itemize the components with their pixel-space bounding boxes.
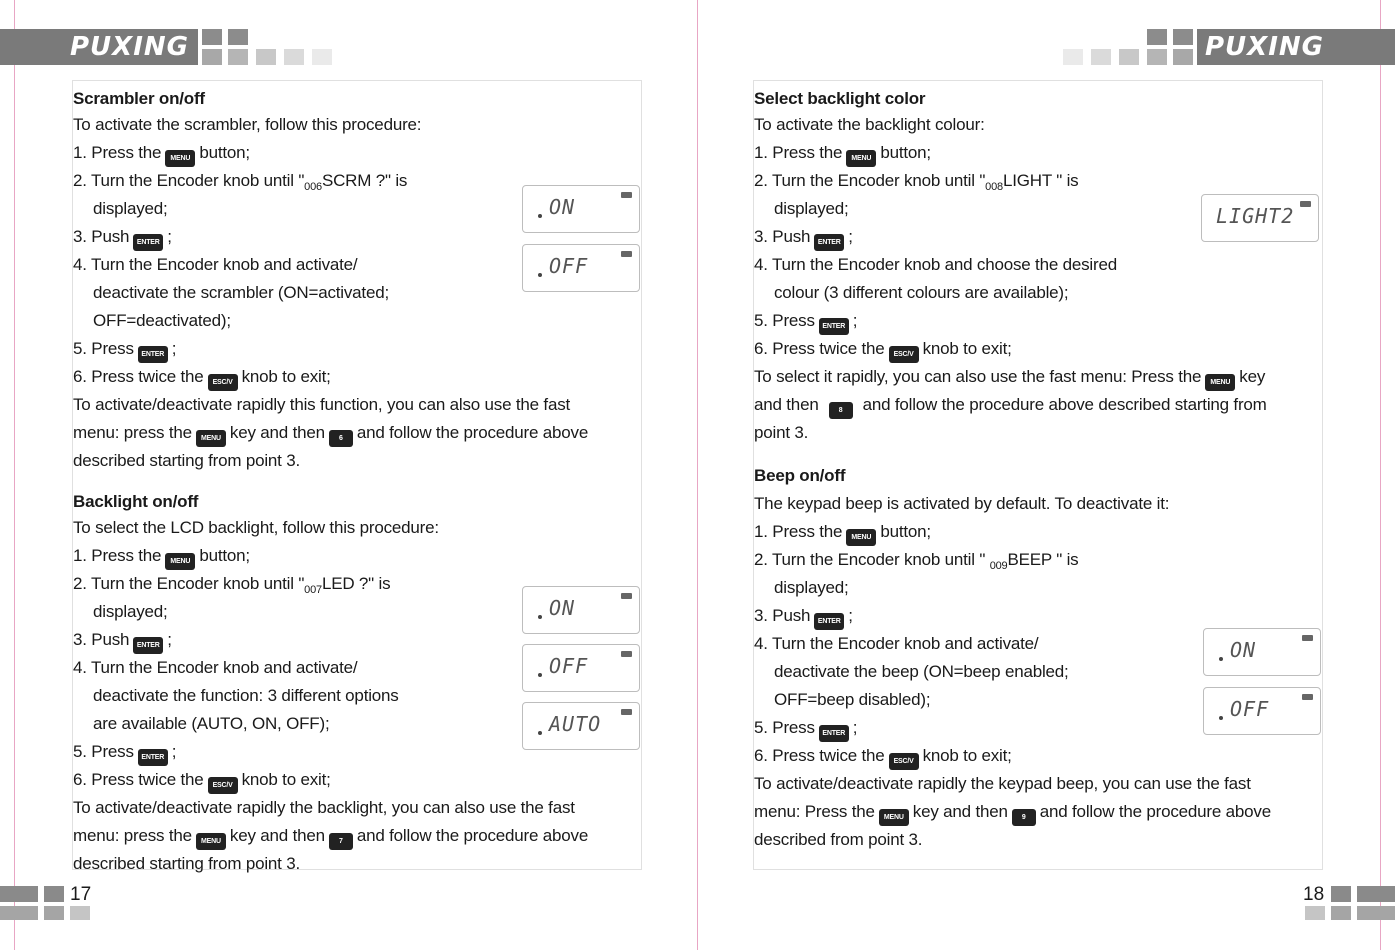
page-number: 17 xyxy=(70,884,92,905)
step-4-cont: are available (AUTO, ON, OFF); xyxy=(93,714,330,733)
header-square xyxy=(1119,49,1139,65)
step-2-cont: displayed; xyxy=(93,602,168,621)
enter-key-icon: ENTER xyxy=(138,346,168,363)
key-8-icon: 8 xyxy=(829,402,853,419)
esc-key-icon: ESC/V xyxy=(889,753,919,770)
header-square xyxy=(312,49,332,65)
footer-square xyxy=(0,886,38,902)
fast-menu-text: and then 8 and follow the procedure above described starting from xyxy=(754,395,1267,419)
lcd-display: AUTO xyxy=(522,702,640,750)
menu-key-icon: MENU xyxy=(846,529,876,546)
lcd-display: ON xyxy=(522,185,640,233)
enter-key-icon: ENTER xyxy=(133,637,163,654)
footer-square xyxy=(1331,906,1351,920)
header-square xyxy=(1147,29,1167,45)
footer-square xyxy=(70,906,90,920)
section-intro: To select the LCD backlight, follow this procedure: xyxy=(73,518,439,537)
footer-square xyxy=(1305,906,1325,920)
esc-key-icon: ESC/V xyxy=(208,777,238,794)
lcd-display: OFF xyxy=(522,244,640,292)
footer-square xyxy=(1331,886,1351,902)
step-1: 1. Press the MENU button; xyxy=(754,522,931,546)
step-3: 3. Push ENTER ; xyxy=(754,227,853,251)
fast-menu-text: described from point 3. xyxy=(754,830,923,849)
menu-key-icon: MENU xyxy=(196,430,226,447)
step-4-cont: OFF=beep disabled); xyxy=(774,690,931,709)
header-square xyxy=(1147,49,1167,65)
step-2-cont: displayed; xyxy=(774,578,849,597)
battery-icon xyxy=(621,192,632,198)
step-2: 2. Turn the Encoder knob until "$_{006}SCRM$ ?" is xyxy=(73,171,408,193)
footer-square xyxy=(44,886,64,902)
step-6: 6. Press twice the ESC/V knob to exit; xyxy=(754,339,1012,363)
fast-menu-text: described starting from point 3. xyxy=(73,854,300,873)
battery-icon xyxy=(1300,201,1311,207)
header-square xyxy=(1173,29,1193,45)
step-4-cont: deactivate the function: 3 different options xyxy=(93,686,399,705)
brand-logo: PUXING xyxy=(1205,32,1324,62)
menu-key-icon: MENU xyxy=(879,809,909,826)
section-title: Scrambler on/off xyxy=(73,89,205,108)
battery-icon xyxy=(621,251,632,257)
lcd-display: ON xyxy=(522,586,640,634)
step-2: 2. Turn the Encoder knob until "$_{008}LIGHT$ " is xyxy=(754,171,1079,193)
step-2-cont: displayed; xyxy=(93,199,168,218)
enter-key-icon: ENTER xyxy=(133,234,163,251)
battery-icon xyxy=(1302,635,1313,641)
section-title: Beep on/off xyxy=(754,466,846,485)
step-3: 3. Push ENTER ; xyxy=(754,606,853,630)
step-2-cont: displayed; xyxy=(774,199,849,218)
step-1: 1. Press the MENU button; xyxy=(73,546,250,570)
header-square xyxy=(228,29,248,45)
menu-key-icon: MENU xyxy=(846,150,876,167)
lcd-display: OFF xyxy=(522,644,640,692)
section-intro: The keypad beep is activated by default. To deactivate it: xyxy=(754,494,1170,513)
section-intro: To activate the backlight colour: xyxy=(754,115,985,134)
fast-menu-text: menu: press the MENU key and then 7 and follow the procedure above xyxy=(73,826,588,850)
key-7-icon: 7 xyxy=(329,833,353,850)
page-number: 18 xyxy=(1303,884,1325,905)
fast-menu-text: To select it rapidly, you can also use the fast menu: Press the MENU key xyxy=(754,367,1265,391)
fast-menu-text: To activate/deactivate rapidly the backlight, you can also use the fast xyxy=(73,798,575,817)
menu-key-icon: MENU xyxy=(165,553,195,570)
enter-key-icon: ENTER xyxy=(819,725,849,742)
header-square xyxy=(1173,49,1193,65)
step-4: 4. Turn the Encoder knob and choose the desired xyxy=(754,255,1117,274)
battery-icon xyxy=(621,651,632,657)
step-6: 6. Press twice the ESC/V knob to exit; xyxy=(73,770,331,794)
fast-menu-text: menu: Press the MENU key and then 9 and follow the procedure above xyxy=(754,802,1271,826)
step-4: 4. Turn the Encoder knob and activate/ xyxy=(754,634,1039,653)
battery-icon xyxy=(621,709,632,715)
step-4-cont: colour (3 different colours are available); xyxy=(774,283,1069,302)
fast-menu-text: described starting from point 3. xyxy=(73,451,300,470)
step-4: 4. Turn the Encoder knob and activate/ xyxy=(73,658,358,677)
step-5: 5. Press ENTER ; xyxy=(754,311,857,335)
step-4-cont: deactivate the beep (ON=beep enabled; xyxy=(774,662,1069,681)
section-title: Backlight on/off xyxy=(73,492,199,511)
footer-square xyxy=(1357,886,1395,902)
menu-key-icon: MENU xyxy=(1205,374,1235,391)
lcd-display: OFF xyxy=(1203,687,1321,735)
menu-key-icon: MENU xyxy=(196,833,226,850)
step-4: 4. Turn the Encoder knob and activate/ xyxy=(73,255,358,274)
header-square xyxy=(1091,49,1111,65)
brand-logo: PUXING xyxy=(70,32,189,62)
key-9-icon: 9 xyxy=(1012,809,1036,826)
step-6: 6. Press twice the ESC/V knob to exit; xyxy=(73,367,331,391)
footer-square xyxy=(44,906,64,920)
battery-icon xyxy=(1302,694,1313,700)
header-square xyxy=(1063,49,1083,65)
fast-menu-text: point 3. xyxy=(754,423,809,442)
footer-square xyxy=(1357,906,1395,920)
page-spine xyxy=(697,0,698,950)
enter-key-icon: ENTER xyxy=(138,749,168,766)
section-title: Select backlight color xyxy=(754,89,926,108)
header-square xyxy=(202,49,222,65)
lcd-display: ON xyxy=(1203,628,1321,676)
header-square xyxy=(256,49,276,65)
header-square xyxy=(284,49,304,65)
esc-key-icon: ESC/V xyxy=(889,346,919,363)
step-1: 1. Press the MENU button; xyxy=(754,143,931,167)
step-1: 1. Press the MENU button; xyxy=(73,143,250,167)
section-intro: To activate the scrambler, follow this procedure: xyxy=(73,115,422,134)
step-4-cont: deactivate the scrambler (ON=activated; xyxy=(93,283,389,302)
step-3: 3. Push ENTER ; xyxy=(73,227,172,251)
step-3: 3. Push ENTER ; xyxy=(73,630,172,654)
fast-menu-text: menu: press the MENU key and then 6 and follow the procedure above xyxy=(73,423,588,447)
header-square xyxy=(202,29,222,45)
step-2: 2. Turn the Encoder knob until " $_{009}$BEEP " is xyxy=(754,550,1079,572)
key-6-icon: 6 xyxy=(329,430,353,447)
battery-icon xyxy=(621,593,632,599)
step-2: 2. Turn the Encoder knob until "$_{007}LED$ ?" is xyxy=(73,574,391,596)
fast-menu-text: To activate/deactivate rapidly the keypad beep, you can use the fast xyxy=(754,774,1251,793)
enter-key-icon: ENTER xyxy=(814,613,844,630)
page-border xyxy=(14,0,15,950)
esc-key-icon: ESC/V xyxy=(208,374,238,391)
step-4-cont: OFF=deactivated); xyxy=(93,311,231,330)
step-6: 6. Press twice the ESC/V knob to exit; xyxy=(754,746,1012,770)
lcd-display: LIGHT2 xyxy=(1201,194,1319,242)
menu-key-icon: MENU xyxy=(165,150,195,167)
footer-square xyxy=(0,906,38,920)
page-border xyxy=(1380,0,1381,950)
step-5: 5. Press ENTER ; xyxy=(73,339,176,363)
header-square xyxy=(228,49,248,65)
step-5: 5. Press ENTER ; xyxy=(73,742,176,766)
fast-menu-text: To activate/deactivate rapidly this function, you can also use the fast xyxy=(73,395,571,414)
step-5: 5. Press ENTER ; xyxy=(754,718,857,742)
enter-key-icon: ENTER xyxy=(819,318,849,335)
enter-key-icon: ENTER xyxy=(814,234,844,251)
